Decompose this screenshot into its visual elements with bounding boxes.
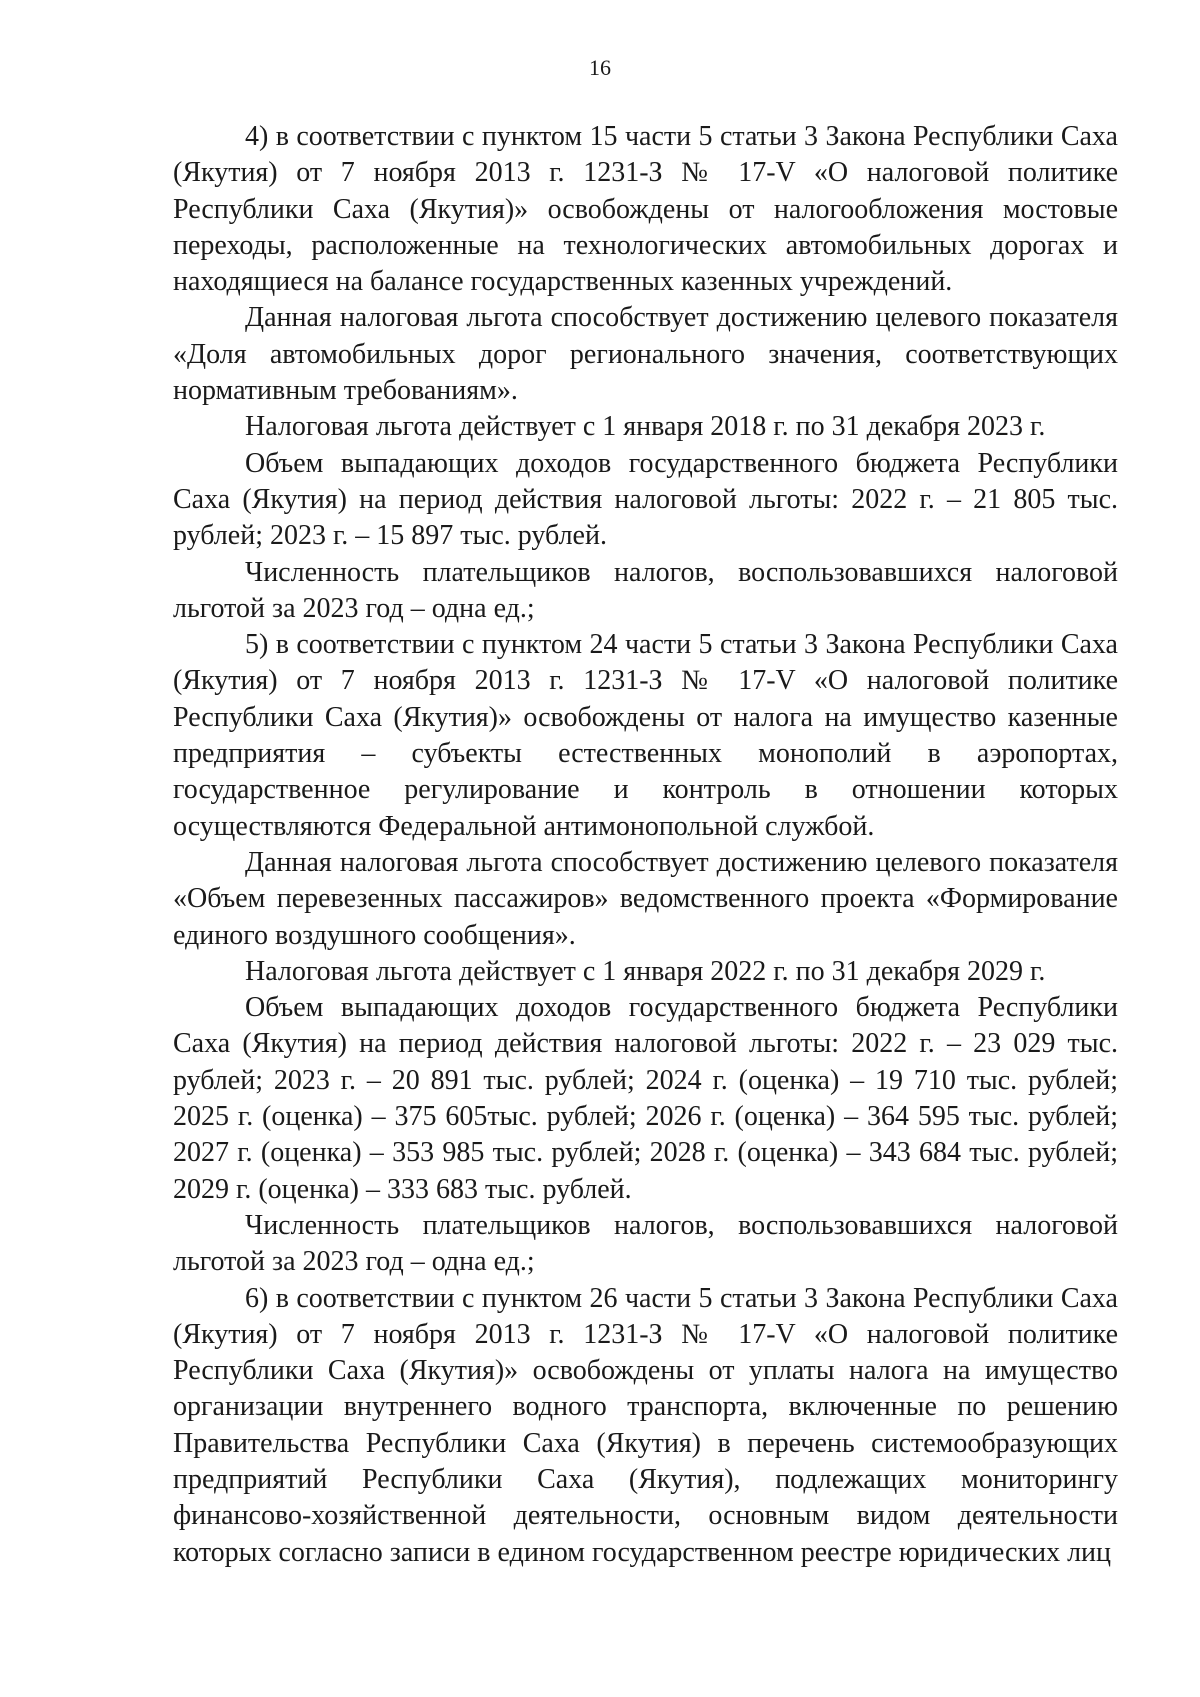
paragraph-taxpayer-count: Численность плательщиков налогов, воспользовавшихся налоговой льготой за 2023 год – одна ед.; [173,556,1118,624]
paragraph-validity-period: Налоговая льгота действует с 1 января 2022 г. по 31 декабря 2029 г. [245,955,1046,987]
paragraph-lost-revenue: Объем выпадающих доходов государственного бюджета Республики Саха (Якутия) на период действия налоговой льготы: 2022 г. – 21 805 тыс. рублей; 2023 г. – 15 897 тыс. рублей. [173,447,1118,552]
paragraph-target-indicator-passengers: Данная налоговая льгота способствует достижению целевого показателя «Объем перевезенных пассажиров» ведомственного проекта «Формирование единого воздушного сообщения». [173,846,1118,951]
paragraph-item-5: 5) в соответствии с пунктом 24 части 5 статьи 3 Закона Республики Саха (Якутия) от 7 ноября 2013 г. 1231-З № 17-V «О налоговой политике Республики Саха (Якутия)» освобождены от налога на имущество казенные предприятия – субъекты естественных монополий в аэропортах, государственное регулирование и контроль в отношении которых осуществляются Федеральной антимонопольной службой. [173,629,1118,842]
paragraph-target-indicator-roads: Данная налоговая льгота способствует достижению целевого показателя «Доля автомобильных дорог регионального значения, соответствующих нормативным требованиям». [173,302,1118,407]
paragraph-item-4: 4) в соответствии с пунктом 15 части 5 статьи 3 Закона Республики Саха (Якутия) от 7 ноября 2013 г. 1231-З № 17-V «О налоговой политике Республики Саха (Якутия)» освобождены от налогообложения мостовые переходы, расположенные на технологических автомобильных дорогах и находящиеся на балансе государственных казенных учреждений. [173,121,1118,298]
paragraph-validity-period: Налоговая льгота действует с 1 января 2018 г. по 31 декабря 2023 г. [245,411,1046,443]
document-body [173,119,1118,1571]
paragraph-lost-revenue: Объем выпадающих доходов государственного бюджета Республики Саха (Якутия) на период действия налоговой льготы: 2022 г. – 23 029 тыс. рублей; 2023 г. – 20 891 тыс. рублей; 2024 г. (оценка) – 19 710 тыс. рублей; 2025 г. (оценка) – 375 605тыс. рублей; 2026 г. (оценка) – 364 595 тыс. рублей; 2027 г. (оценка) – 353 985 тыс. рублей; 2028 г. (оценка) – 343 684 тыс. рублей; 2029 г. (оценка) – 333 683 тыс. рублей. [173,992,1118,1205]
paragraph-taxpayer-count: Численность плательщиков налогов, воспользовавшихся налоговой льготой за 2023 год – одна ед.; [173,1209,1118,1278]
paragraph-item-6: 6) в соответствии с пунктом 26 части 5 статьи 3 Закона Республики Саха (Якутия) от 7 ноября 2013 г. 1231-З № 17-V «О налоговой политике Республики Саха (Якутия)» освобождены от уплаты налога на имущество организации внутреннего водного транспорта, включенные по решению Правительства Республики Саха (Якутия) в перечень системообразующих предприятий Республики Саха (Якутия), подлежащих мониторингу финансово-хозяйственной деятельности, основным видом деятельности которых согласно записи в едином государственном реестре юридических лиц [173,1282,1118,1568]
page-number: 16 [589,55,611,80]
